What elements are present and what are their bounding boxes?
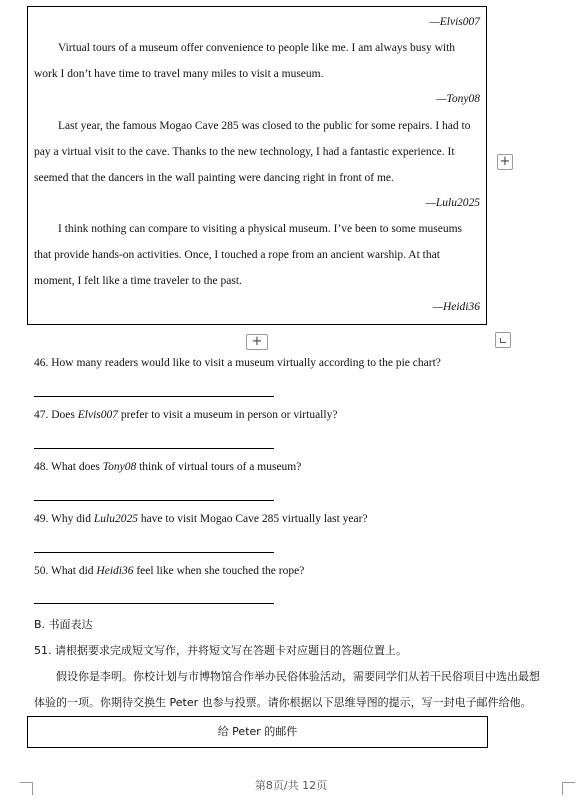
email-title-box: 给 Peter 的邮件 bbox=[27, 716, 488, 748]
comment-line: seemed that the dancers in the wall painting were dancing right in front of me. bbox=[34, 172, 394, 184]
prompt-line: 体验的一项。你期待交换生 Peter 也参与投票。请你根据以下思维导图的提示，写一封电子邮件给他。 bbox=[34, 696, 532, 709]
plus-icon: + bbox=[251, 334, 263, 349]
add-column-button[interactable] bbox=[497, 154, 513, 170]
task-51: 51. 请根据要求完成短文写作，并将短文写在答题卡对应题目的答题位置上。 bbox=[34, 644, 407, 657]
resize-handle[interactable] bbox=[495, 332, 511, 348]
answer-line-48[interactable] bbox=[34, 500, 274, 501]
question-49: 49. Why did Lulu2025 have to visit Mogao Cave 285 virtually last year? bbox=[34, 513, 368, 525]
comment-line: Last year, the famous Mogao Cave 285 was closed to the public for some repairs. I had to bbox=[58, 120, 471, 132]
section-b-heading: B. 书面表达 bbox=[34, 618, 93, 631]
signature-lulu: —Lulu2025 bbox=[425, 197, 480, 209]
comment-line: moment, I felt like a time traveler to the past. bbox=[34, 275, 242, 287]
signature-tony: —Tony08 bbox=[436, 93, 480, 105]
comment-line: work I don’t have time to travel many miles to visit a museum. bbox=[34, 68, 324, 80]
answer-line-49[interactable] bbox=[34, 552, 274, 553]
page-number: 第8页/共 12页 bbox=[254, 779, 328, 792]
add-row-button[interactable] bbox=[246, 334, 268, 350]
question-47: 47. Does Elvis007 prefer to visit a museum in person or virtually? bbox=[34, 409, 338, 421]
question-50: 50. What did Heidi36 feel like when she touched the rope? bbox=[34, 565, 305, 577]
comment-line: Virtual tours of a museum offer convenience to people like me. I am always busy with bbox=[58, 42, 456, 54]
signature-heidi: —Heidi36 bbox=[432, 301, 480, 313]
comment-line: I think nothing can compare to visiting a physical museum. I’ve been to some museums bbox=[58, 223, 463, 235]
question-46: 46. How many readers would like to visit a museum virtually according to the pie chart? bbox=[34, 357, 441, 369]
answer-line-46[interactable] bbox=[34, 396, 274, 397]
answer-line-50[interactable] bbox=[34, 603, 274, 604]
plus-icon: + bbox=[499, 154, 511, 169]
corner-icon bbox=[500, 338, 506, 343]
comments-box bbox=[27, 6, 487, 325]
signature-elvis: —Elvis007 bbox=[429, 16, 480, 28]
prompt-line: 假设你是李明。你校计划与市博物馆合作举办民俗体验活动，需要同学们从若干民俗项目中选出最想 bbox=[56, 670, 540, 683]
comment-line: pay a virtual visit to the cave. Thanks to the new technology, I had a fantastic experience. It bbox=[34, 146, 455, 158]
answer-line-47[interactable] bbox=[34, 448, 274, 449]
comment-line: that provide hands-on activities. Once, I touched a rope from an ancient warship. At that bbox=[34, 249, 440, 261]
question-48: 48. What does Tony08 think of virtual tours of a museum? bbox=[34, 461, 302, 473]
